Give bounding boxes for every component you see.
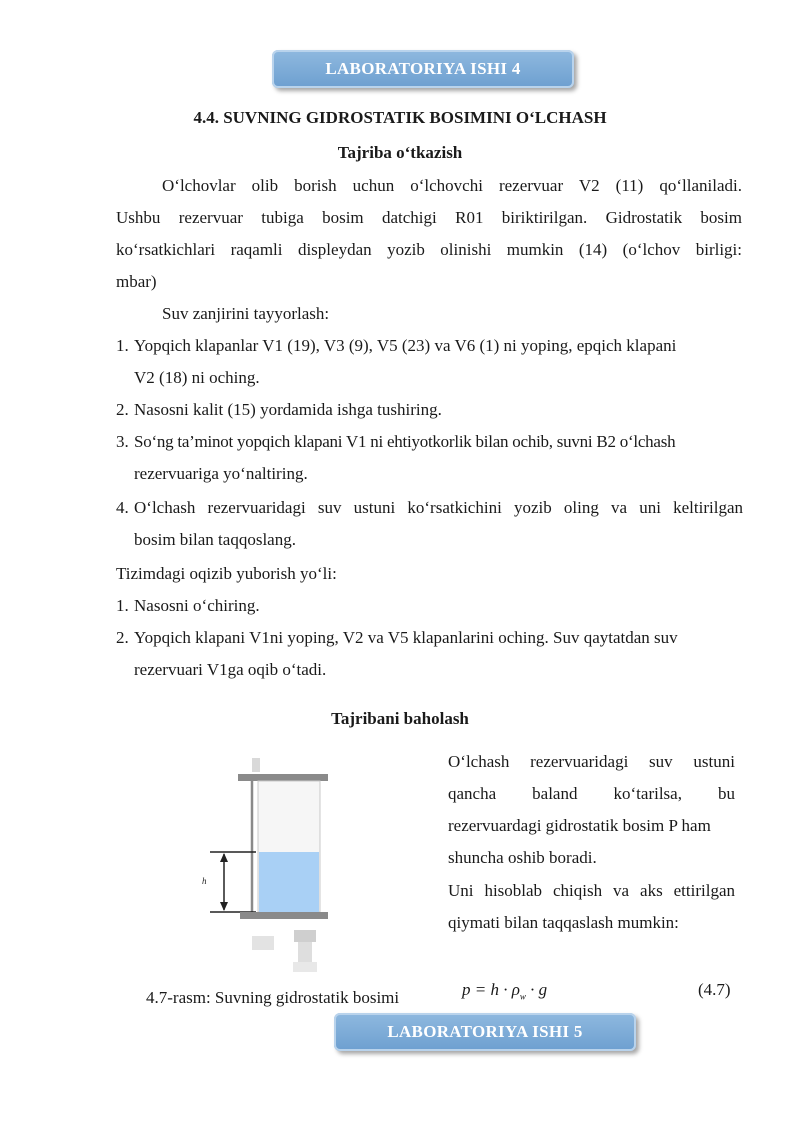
formula-subscript: w xyxy=(519,991,526,1002)
section-title: 4.4. SUVNING GIDROSTATIK BOSIMINI O‘LCHASH xyxy=(193,108,607,127)
valve-stem xyxy=(298,942,312,962)
prep-step-2 xyxy=(116,394,743,426)
list-text: Nasosni kalit (15) yordamida ishga tushiring. xyxy=(134,400,442,419)
evaluation-line-3: rezervuardagi gidrostatik bosim P ham xyxy=(448,816,711,835)
sensor-box xyxy=(252,936,274,950)
valve-body xyxy=(294,930,316,942)
top-plate xyxy=(238,774,328,781)
prep-title: Suv zanjirini tayyorlash: xyxy=(162,304,330,323)
list-number: 3. xyxy=(116,432,129,451)
list-text: Nasosni o‘chiring. xyxy=(134,596,260,615)
list-number: 1. xyxy=(116,336,129,355)
hydrostatic-formula xyxy=(462,980,547,1001)
intro-line-2: Ushbu rezervuar tubiga bosim datchigi R01 biriktirilgan. Gidrostatik bosim xyxy=(116,208,742,227)
drain-step-1 xyxy=(116,590,743,622)
formula-number: (4.7) xyxy=(698,980,731,999)
height-label: h xyxy=(202,876,207,886)
list-text-cont: rezervuariga yo‘naltiring. xyxy=(134,464,308,483)
figure-caption: 4.7-rasm: Suvning gidrostatik bosimi xyxy=(146,988,400,1007)
evaluation-line-4: shuncha oshib boradi. xyxy=(448,848,597,867)
list-number: 4. xyxy=(116,498,129,517)
intro-line-3: ko‘rsatkichlari raqamli displeydan yozib olinishi mumkin (14) (o‘lchov birligi: xyxy=(116,240,742,259)
hydrostatic-tank-figure xyxy=(190,752,340,982)
list-text: O‘lchash rezervuaridagi suv ustuni ko‘rsatkichini yozib oling va uni keltirilgan xyxy=(134,498,743,517)
evaluation-line-5: Uni hisoblab chiqish va aks ettirilgan xyxy=(448,881,735,900)
drain-title: Tizimdagi oqizib yuborish yo‘li: xyxy=(116,564,337,583)
water-column xyxy=(259,852,319,912)
list-text-cont: V2 (18) ni oching. xyxy=(134,368,260,387)
list-number: 2. xyxy=(116,400,129,419)
list-text: Yopqich klapanlar V1 (19), V3 (9), V5 (23) va V6 (1) ni yoping, epqich klapani xyxy=(134,336,677,355)
prep-step-3 xyxy=(116,426,743,490)
list-text: So‘ng ta’minot yopqich klapani V1 ni ehtiyotkorlik bilan ochib, suvni B2 o‘lchash xyxy=(134,432,676,451)
subtitle-experiment: Tajriba o‘tkazish xyxy=(337,143,463,162)
list-number: 1. xyxy=(116,596,129,615)
bottom-plate xyxy=(240,912,328,919)
arrow-head-up xyxy=(220,853,228,862)
list-text-cont: bosim bilan taqqoslang. xyxy=(134,530,296,549)
evaluation-line-2: qancha baland ko‘tarilsa, bu xyxy=(448,784,735,803)
intro-line-1: O‘lchovlar olib borish uchun o‘lchovchi rezervuar V2 (11) qo‘llaniladi. xyxy=(162,176,742,195)
top-fitting xyxy=(252,758,260,772)
evaluation-line-1: O‘lchash rezervuaridagi suv ustuni xyxy=(448,752,735,771)
list-number: 2. xyxy=(116,628,129,647)
subtitle-evaluation: Tajribani baholash xyxy=(331,709,469,728)
prep-step-1 xyxy=(116,330,743,394)
intro-line-4: mbar) xyxy=(116,272,157,291)
lab-banner-top: LABORATORIYA ISHI 4 xyxy=(272,50,574,88)
formula-main: p = h · ρ xyxy=(462,980,520,999)
prep-step-4 xyxy=(116,492,743,556)
formula-tail: · g xyxy=(525,980,548,999)
lab-banner-bottom: LABORATORIYA ISHI 5 xyxy=(334,1013,636,1051)
evaluation-line-6: qiymati bilan taqqaslash mumkin: xyxy=(448,913,679,932)
list-text-cont: rezervuari V1ga oqib o‘tadi. xyxy=(134,660,327,679)
valve-outlet xyxy=(293,962,317,972)
drain-step-2 xyxy=(116,622,743,686)
list-text: Yopqich klapani V1ni yoping, V2 va V5 klapanlarini oching. Suv qaytatdan suv xyxy=(134,628,678,647)
arrow-head-down xyxy=(220,902,228,911)
